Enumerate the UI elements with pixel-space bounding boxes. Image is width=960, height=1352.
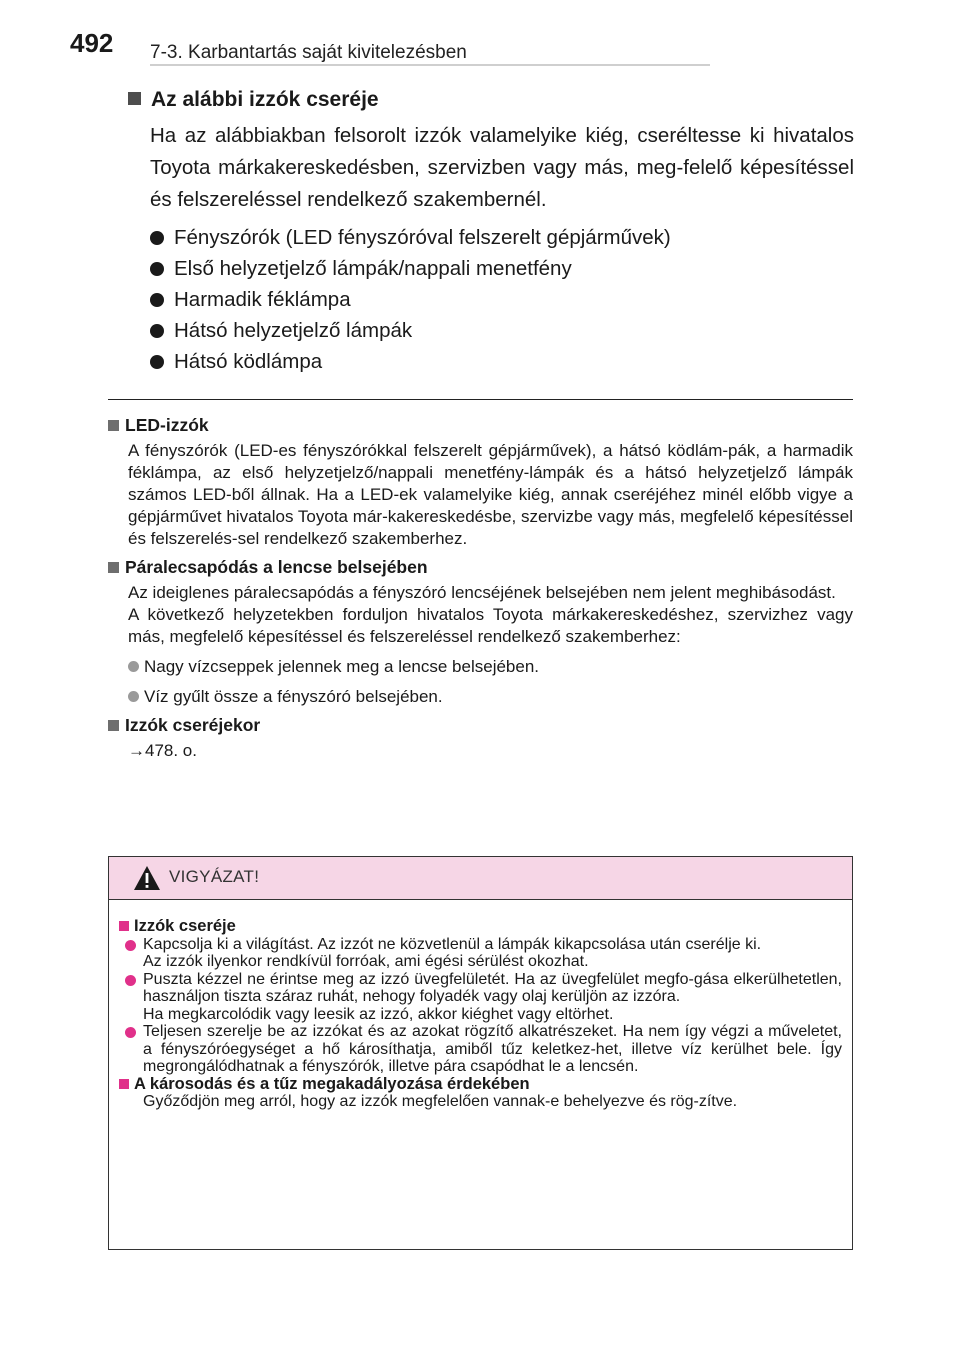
note-text-led: A fényszórók (LED-es fényszórókkal felszerelt gépjárművek), a hátsó ködlám-pák, a harmadik féklámpa, az első helyzetjelző/nappali menetfény-lámpák és a hátsó helyzetjelző lámpák számos LED-ből állnak. Ha a LED-ek valamelyike kiég, annak cseréjéhez minél előbb vigye a gépjárművet hivatalos Toyota már-kakereskedésbe, szervizbe vagy más, megfelelő képesítéssel és felszerelés-sel rendelkező szakemberhez. [128,441,853,548]
bullet-icon [125,1027,136,1038]
square-bullet-icon [128,92,141,105]
caution-body [109,900,852,1111]
list-item [150,284,854,315]
list-item [128,656,853,678]
bullet-icon [150,293,164,307]
list-item-text: Fényszórók (LED fényszóróval felszerelt gépjárművek) [174,226,671,249]
note-text-condensation-1: Az ideiglenes páralecsapódás a fényszóró lencséjének belsejében nem jelent meghibásodást. [128,583,836,602]
main-heading-text: Az alábbi izzók cseréje [151,88,379,111]
note-heading-text: LED-izzók [125,415,209,435]
caution-heading-text: A károsodás és a tűz megakadályozása érdekében [134,1074,530,1093]
caution-heading-text: Izzók cseréje [134,917,236,935]
bullet-icon [150,231,164,245]
square-bullet-icon [108,562,119,573]
warning-triangle-icon [133,865,161,891]
bullet-icon [128,661,139,672]
list-item-text: Hátsó helyzetjelző lámpák [174,319,413,342]
list-item [150,222,854,253]
header-rule [150,64,710,66]
caution-item-text: Puszta kézzel ne érintse meg az izzó üvegfelületét. Ha az üvegfelület megfo-gása elkerülhetetlen, használjon tiszta száraz ruhát, nehogy folyadék vagy olaj kerüljön az izzóra. [143,970,842,1005]
caution-item [119,971,842,1024]
square-bullet-icon [108,420,119,431]
section-title: 7-3. Karbantartás saját kivitelezésben [150,42,467,63]
bullet-icon [125,975,136,986]
caution-title: VIGYÁZAT! [169,867,260,886]
caution-text: Győződjön meg arról, hogy az izzók megfelelően vannak-e behelyezve és rög-zítve. [143,1093,738,1110]
page-reference[interactable] [128,740,853,762]
caution-item-text: Teljesen szerelje be az izzókat és az azokat rögzítő alkatrészeket. Ha nem így végzi a műveletet, a fényszóróegységet a hő károsíthatja, amiből tűz keletkez-het, illetve víz kerülhet bele. Így megrongálódhatnak a fényszórók, illetve pára csapódhat le a lencsén. [143,1023,842,1075]
note-heading-led [108,414,853,436]
section-divider [108,399,853,400]
note-heading-condensation [108,556,853,578]
caution-item-text: Ha megkarcolódik vagy leesik az izzó, akkor kiéghet vagy eltörhet. [143,1005,614,1023]
list-item [150,346,854,377]
page-reference-text: 478. o. [145,741,197,760]
caution-item-text: Az izzók ilyenkor rendkívül forróak, ami égési sérülést okozhat. [143,953,589,970]
list-item-text: Első helyzetjelző lámpák/nappali menetfény [174,257,572,280]
caution-heading-bulbs [119,918,842,936]
note-heading-text: Izzók cseréjekor [125,715,261,735]
list-item [150,253,854,284]
bullet-icon [150,355,164,369]
main-section [128,88,854,377]
list-item [128,686,853,708]
list-item-text: Harmadik féklámpa [174,288,351,311]
arrow-right-icon: → [128,741,145,760]
note-heading-replacing [108,714,853,736]
caution-box [108,856,853,1250]
main-heading [128,88,854,112]
caution-header [109,857,852,900]
bullet-icon [150,324,164,338]
caution-item-text: Kapcsolja ki a világítást. Az izzót ne közvetlenül a lámpák kikapcsolása után cserélje ki. [143,935,762,953]
caution-item [119,936,842,971]
list-item-text: Víz gyűlt össze a fényszóró belsejében. [144,687,443,706]
square-bullet-icon [119,921,129,931]
list-item-text: Hátsó ködlámpa [174,350,323,373]
main-paragraph: Ha az alábbiakban felsorolt izzók valamelyike kiég, cseréltesse ki hivatalos Toyota márkakereskedésben, szervizben vagy más, meg-felelő képesítéssel és felszereléssel rendelkező szakembernél. [150,124,854,211]
note-heading-text: Páralecsapódás a lencse belsejében [125,557,428,577]
caution-heading-fire [119,1076,842,1094]
page-header [0,0,960,80]
bullet-icon [125,940,136,951]
caution-item [119,1023,842,1076]
list-item [150,315,854,346]
bullet-icon [128,691,139,702]
list-item-text: Nagy vízcseppek jelennek meg a lencse belsejében. [144,657,540,676]
bullet-icon [150,262,164,276]
note-text-condensation-2: A következő helyzetekben forduljon hivatalos Toyota márkakereskedéshez, szervizhez vagy más, megfelelő képesítéssel és felszereléssel rendelkező szakemberhez: [128,605,853,646]
square-bullet-icon [108,720,119,731]
notes-section [108,408,853,762]
square-bullet-icon [119,1079,129,1089]
page-number: 492 [70,28,114,58]
